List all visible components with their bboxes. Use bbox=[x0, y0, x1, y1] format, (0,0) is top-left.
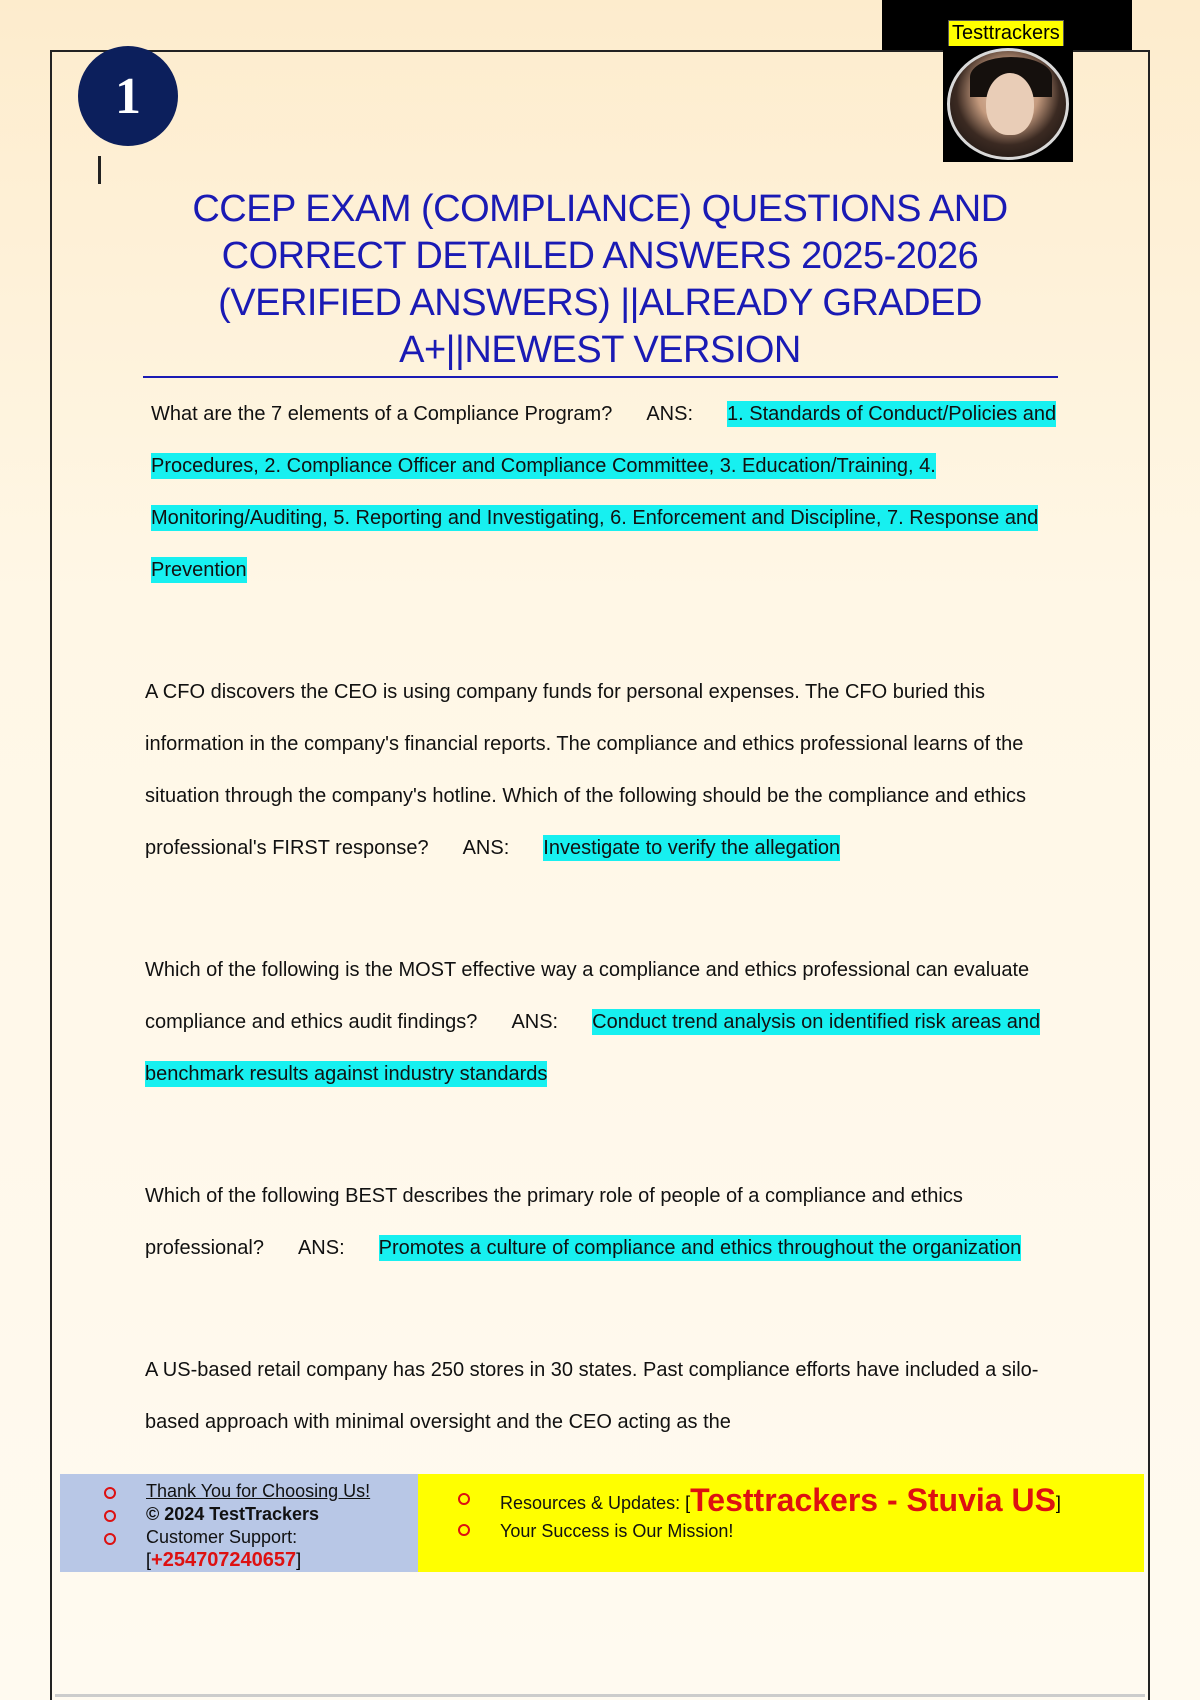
answer-text: Investigate to verify the allegation bbox=[543, 837, 841, 859]
qa-item bbox=[145, 1170, 1060, 1274]
ans-label: ANS: bbox=[297, 1237, 345, 1259]
footer-resources bbox=[458, 1482, 1144, 1518]
support-phone-link[interactable]: +254707240657 bbox=[151, 1549, 297, 1571]
footer-mission: Your Success is Our Mission! bbox=[458, 1517, 1144, 1545]
bracket-close: ] bbox=[1055, 1493, 1061, 1513]
question-text: Which of the following BEST describes the primary role of people of a compliance and ethics professional? bbox=[145, 1185, 963, 1259]
answer-text: Conduct trend analysis on identified risk areas and benchmark results against industry standards bbox=[145, 1011, 1041, 1085]
footer-right-panel bbox=[418, 1474, 1144, 1572]
text-cursor-icon bbox=[98, 156, 101, 184]
bracket-close: ] bbox=[296, 1550, 302, 1570]
question-text: A US-based retail company has 250 stores in 30 states. Past compliance efforts have included a silo-based approach with minimal oversight and the CEO acting as the bbox=[145, 1359, 1039, 1433]
document-title: CCEP EXAM (COMPLIANCE) QUESTIONS AND CORRECT DETAILED ANSWERS 2025-2026 (VERIFIED ANSWERS) ||ALREADY GRADED A+||NEWEST VERSION bbox=[192, 188, 1008, 371]
qa-item-partial bbox=[145, 1344, 1060, 1448]
bracket-open: [ bbox=[685, 1493, 691, 1513]
question-text: A CFO discovers the CEO is using company funds for personal expenses. The CFO buried this information in the company's financial reports. The compliance and ethics professional learns of the situation through the company's hotline. Which of the following should be the compliance and ethics professional's FIRST response? bbox=[145, 681, 1027, 859]
footer-copyright: © 2024 TestTrackers bbox=[104, 1503, 418, 1526]
ans-label: ANS: bbox=[511, 1011, 559, 1033]
qa-item bbox=[145, 666, 1060, 874]
avatar bbox=[947, 48, 1069, 160]
answer-text: Promotes a culture of compliance and ethics throughout the organization bbox=[378, 1237, 1022, 1259]
resources-brand-link[interactable]: Testtrackers - Stuvia US bbox=[690, 1482, 1056, 1518]
page-number-badge bbox=[78, 46, 178, 146]
question-text: Which of the following is the MOST effective way a compliance and ethics professional can evaluate compliance and ethics audit findings? bbox=[145, 959, 1030, 1033]
question-text: What are the 7 elements of a Compliance Program? bbox=[151, 403, 613, 425]
ans-label: ANS: bbox=[462, 837, 510, 859]
avatar-face bbox=[986, 73, 1034, 135]
bracket-open: [ bbox=[146, 1550, 152, 1570]
qa-item bbox=[145, 944, 1060, 1100]
qa-content bbox=[145, 388, 1060, 1518]
title-underline bbox=[143, 376, 1058, 378]
page-bottom-divider bbox=[55, 1694, 1145, 1697]
avatar-frame bbox=[943, 46, 1073, 162]
footer-left-panel bbox=[60, 1474, 418, 1572]
footer-support-label: Customer Support: bbox=[104, 1526, 418, 1549]
ans-label: ANS: bbox=[646, 403, 694, 425]
qa-item bbox=[145, 388, 1060, 596]
page-number: 1 bbox=[115, 67, 141, 125]
answer-text: 1. Standards of Conduct/Policies and Procedures, 2. Compliance Officer and Compliance Committee, 3. Education/Training, 4. Monitoring/Auditing, 5. Reporting and Investigating, 6. Enforcement and Discipline, 7. Response and Prevention bbox=[151, 403, 1057, 581]
resources-label: Resources & Updates: bbox=[500, 1493, 681, 1513]
footer-thank-you: Thank You for Choosing Us! bbox=[104, 1480, 418, 1503]
brand-label: Testtrackers bbox=[948, 20, 1064, 47]
footer-phone-line bbox=[104, 1549, 418, 1572]
